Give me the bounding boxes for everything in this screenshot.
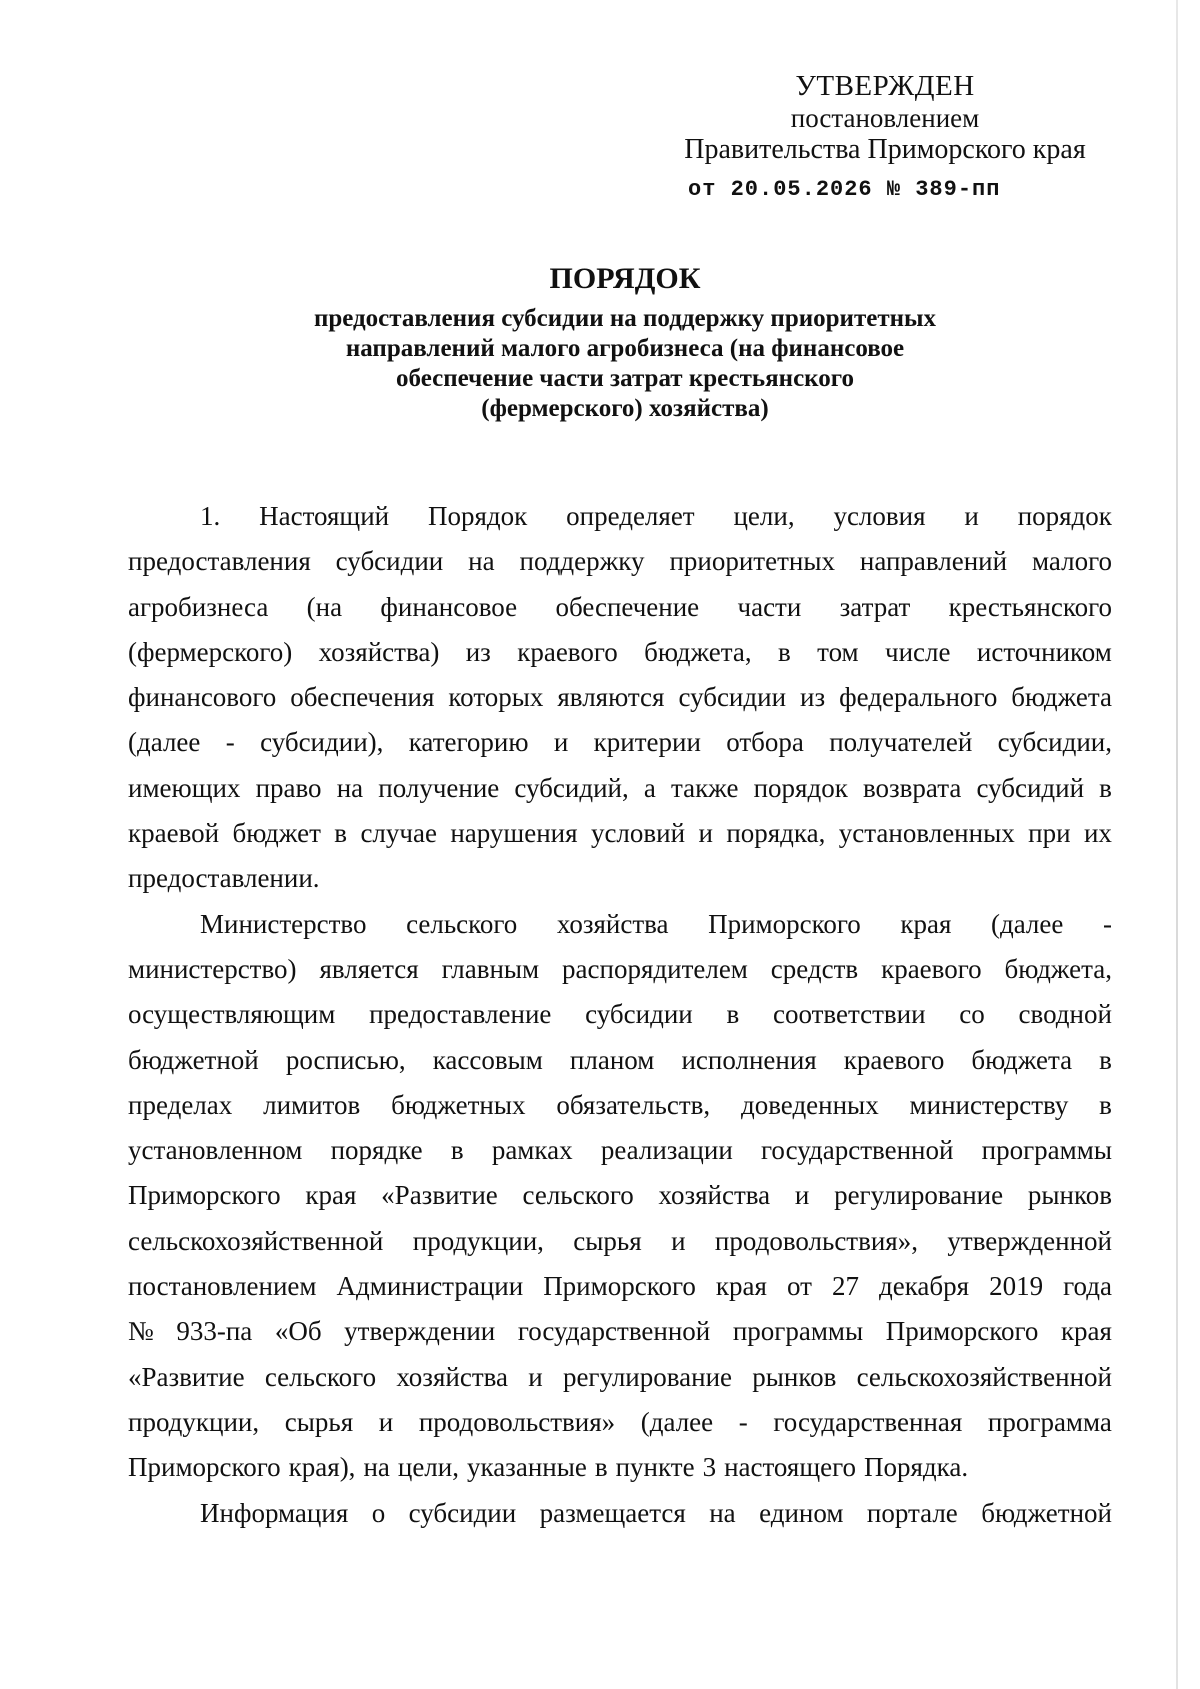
approval-stamp bbox=[670, 70, 1100, 206]
paragraph-line: постановлением Администрации Приморского края от 27 декабря 2019 года bbox=[128, 1271, 1112, 1302]
paragraph-line: Приморского края «Развитие сельского хозяйства и регулирование рынков bbox=[128, 1180, 1112, 1211]
document-title: ПОРЯДОК bbox=[549, 262, 701, 295]
paragraph-line: предоставления субсидии на поддержку приоритетных направлений малого bbox=[128, 546, 1112, 577]
paragraph-line: Приморского края), на цели, указанные в пункте 3 настоящего Порядка. bbox=[128, 1452, 969, 1483]
document-body bbox=[128, 494, 1112, 1536]
paragraph-line: «Развитие сельского хозяйства и регулирование рынков сельскохозяйственной bbox=[128, 1361, 1112, 1392]
paragraph-line: предоставлении. bbox=[128, 863, 320, 894]
decree-number: от 20.05.2026 № 389-пп bbox=[688, 177, 1001, 202]
paragraph-line: пределах лимитов бюджетных обязательств, доведенных министерству в bbox=[128, 1089, 1112, 1120]
approval-basis: постановлением bbox=[790, 103, 980, 133]
document-subtitle-line: (фермерского) хозяйства) bbox=[481, 395, 769, 422]
paragraph-line: Информация о субсидии размещается на едином портале бюджетной bbox=[200, 1497, 1112, 1528]
paragraph-line: осуществляющим предоставление субсидии в соответствии со сводной bbox=[128, 999, 1112, 1030]
paragraph-line: продукции, сырья и продовольствия» (далее - государственная программа bbox=[128, 1406, 1112, 1437]
document-subtitle-line: направлений малого агробизнеса (на финансовое bbox=[345, 335, 905, 362]
paragraph-line: (далее - субсидии), категорию и критерии отбора получателей субсидии, bbox=[128, 727, 1112, 758]
paragraph-line: финансового обеспечения которых являются субсидии из федерального бюджета bbox=[128, 682, 1112, 713]
paragraph-line: (фермерского) хозяйства) из краевого бюджета, в том числе источником bbox=[128, 636, 1112, 667]
paragraph-line: агробизнеса (на финансовое обеспечение части затрат крестьянского bbox=[128, 591, 1112, 622]
document-title-block bbox=[150, 262, 1100, 424]
paragraph-line: № 933-па «Об утверждении государственной программы Приморского края bbox=[128, 1316, 1112, 1347]
paragraph-line: бюджетной росписью, кассовым планом исполнения краевого бюджета в bbox=[128, 1044, 1112, 1075]
paragraph-line: министерство) является главным распорядителем средств краевого бюджета, bbox=[128, 953, 1112, 984]
scan-edge-shadow bbox=[1176, 0, 1178, 1689]
paragraph-line: краевой бюджет в случае нарушения условий и порядка, установленных при их bbox=[128, 818, 1112, 849]
approval-authority: Правительства Приморского края bbox=[684, 134, 1086, 165]
paragraph-line: 1. Настоящий Порядок определяет цели, условия и порядок bbox=[200, 501, 1112, 531]
paragraph-line: Министерство сельского хозяйства Приморского края (далее - bbox=[200, 908, 1112, 939]
approved-label: УТВЕРЖДЕН bbox=[795, 70, 975, 102]
paragraph-line: установленном порядке в рамках реализации государственной программы bbox=[128, 1135, 1112, 1166]
document-subtitle-line: обеспечение части затрат крестьянского bbox=[396, 365, 854, 392]
document-subtitle-line: предоставления субсидии на поддержку приоритетных bbox=[313, 305, 937, 332]
paragraph-line: сельскохозяйственной продукции, сырья и продовольствия», утвержденной bbox=[128, 1225, 1112, 1256]
paragraph-line: имеющих право на получение субсидий, а также порядок возврата субсидий в bbox=[128, 772, 1112, 803]
